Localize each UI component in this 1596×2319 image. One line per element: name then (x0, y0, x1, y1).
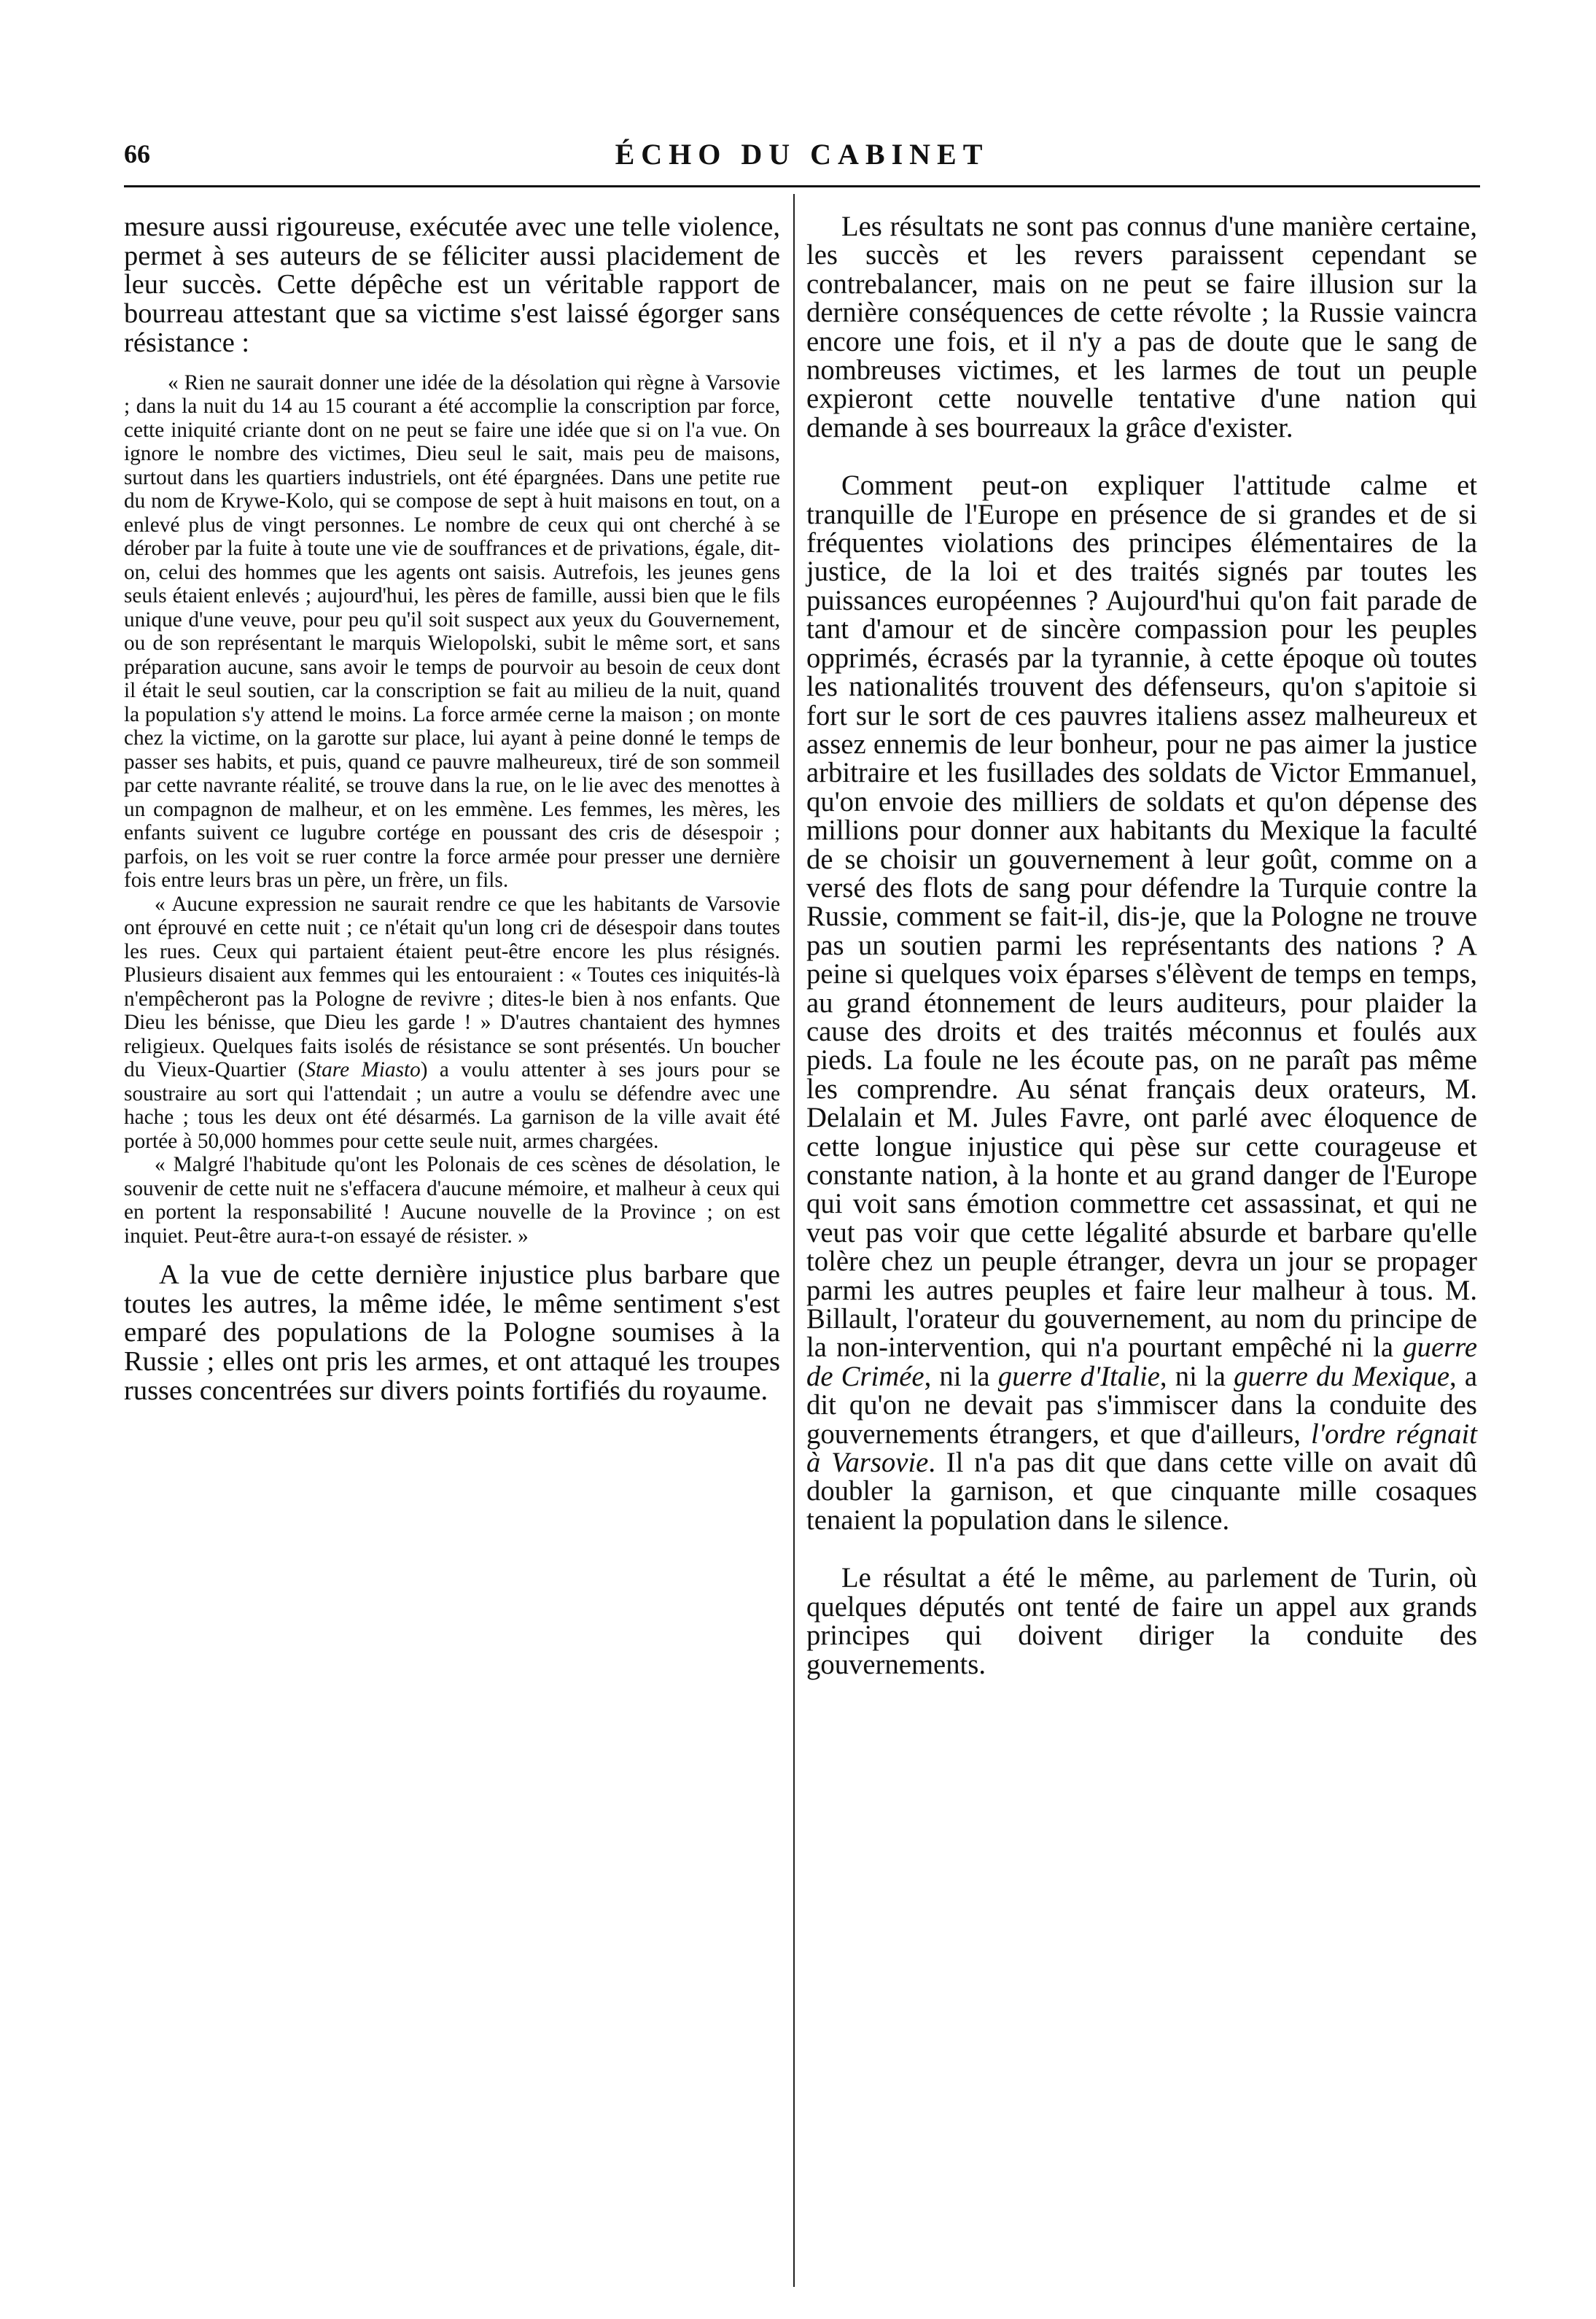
right-column (806, 213, 1477, 1679)
paragraph-intro: mesure aussi rigoureuse, exécutée avec une telle violence, permet à ses auteurs de se féliciter aussi placidement de leur succès. Cette dépêche est un véritable rapport de bourreau attestant que sa victime s'est laissé égorger sans résistance : (124, 211, 780, 358)
quoted-dispatch-paragraph-2 (124, 893, 780, 1154)
italic-text: guerre d'Italie (997, 1361, 1160, 1392)
spacer (806, 1535, 1477, 1564)
quote-italic-text: Stare Miasto (305, 1058, 421, 1082)
running-title: ÉCHO DU CABINET (615, 137, 989, 171)
italic-text: guerre du Mexique (1234, 1361, 1449, 1392)
quoted-dispatch-paragraph-1: « Rien ne saurait donner une idée de la désolation qui règne à Varsovie ; dans la nuit du 14 au 15 courant a été accomplie la conscription par force, cette iniquité criante dont on ne peut se faire une idée que si on l'a vue. On ignore le nombre des victimes, Dieu seul le sait, mais peu de maisons, surtout dans les quartiers industriels, ont été épargnées. Dans une petite rue du nom de Krywe-Kolo, qui se compose de sept à huit maisons en tout, on a enlevé plus de vingt personnes. Le nombre de ceux qui ont cherché à se dérober par la fuite à toute une vie de souffrances et de privations, égale, dit-on, celui des hommes que les agents ont saisis. Autrefois, les jeunes gens seuls étaient enlevés ; aujourd'hui, les pères de famille, aussi bien que le fils unique d'une veuve, pour peu qu'il soit suspect aux yeux du Gouvernement, ou de son représentant le marquis Wielopolski, subit le même sort, et sans préparation aucune, sans avoir le temps de pourvoir au besoin de ceux dont il était le seul soutien, car la conscription se fait au milieu de la nuit, quand la population s'y attend le moins. La force armée cerne la maison ; on monte chez la victime, on la garotte sur place, lui ayant à peine donné le temps de passer ses habits, et puis, quand ce pauvre malheureux, tiré de son sommeil par cette navrante réalité, se trouve dans la rue, on le lie avec des menottes à un compagnon de malheur, et on les emmène. Les femmes, les mères, les enfants suivent ce lugubre cortége en poussant des cris de désespoir ; parfois, on les voit se ruer contre la force armée pour presser une dernière fois entre leurs bras un père, un frère, un fils. (124, 370, 780, 893)
paragraph-text: Comment peut-on expliquer l'attitude calme et tranquille de l'Europe en présence de si grandes et de si fréquentes violations des principes élémentaires de la justice, de la loi et des traités signés par toutes les puissances européennes ? Aujourd'hui qu'on fait parade de tant d'amour et de sincère compassion pour les peuples opprimés, écrasés par la tyrannie, à cette époque où toutes les nationalités trouvent des défenseurs, qu'on s'apitoie si fort sur le sort de ces pauvres italiens assez malheureux et assez ennemis de leur bonheur, pour ne pas aimer la justice arbitraire et les fusillades des soldats de Victor Emmanuel, qu'on envoie des milliers de soldats et qu'on dépense des millions pour donner aux habitants du Mexique la faculté de se choisir un gouvernement à leur goût, comme on a versé des flots de sang pour défendre la Turquie contre la Russie, comment se fait-il, dis-je, que la Pologne ne trouve pas un soutien parmi les représentants des nations ? A peine si quelques voix éparses s'élèvent de temps en temps, au grand étonnement de leurs auditeurs, pour plaider la cause des droits et des traités méconnus et foulés aux pieds. La foule ne les écoute pas, on ne paraît pas même les comprendre. Au sénat français deux orateurs, M. Delalain et M. Jules Favre, ont parlé avec éloquence de cette longue injustice qui pèse sur cette courageuse et constante nation, à la honte et au grand danger de l'Europe qui voit sans émotion commettre cet assassinat, et qui ne veut pas voir que cette légalité absurde et barbare qu'elle tolère chez un peuple étranger, devra un jour se propager parmi les autres peuples et faire leur malheur à tous. M. Billault, l'orateur du gouvernement, au nom du principe de la non-intervention, qui n'a pourtant empêché ni la (806, 470, 1477, 1364)
quote-text: « Aucune expression ne saurait rendre ce que les habitants de Varsovie ont éprouvé en cette nuit ; ce n'était qu'un long cri de désespoir dans toutes les rues. Ceux qui partaient étaient peut-être encore les plus résignés. Plusieurs disaient aux femmes qui les entouraient : « Toutes ces iniquités-là n'empêcheront pas la Pologne de revivre ; dites-le bien à nos enfants. Que Dieu les bénisse, que Dieu les garde ! » D'autres chantaient des hymnes religieux. Quelques faits isolés de résistance se sont présentés. Un boucher du Vieux-Quartier ( (124, 892, 780, 1082)
paragraph-europe-attitude (806, 472, 1477, 1535)
page-header (124, 128, 1480, 179)
paragraph-text: , ni la (1159, 1361, 1234, 1392)
header-rule (124, 185, 1480, 187)
page-number: 66 (124, 139, 150, 168)
paragraph-turin: Le résultat a été le même, au parlement de Turin, où quelques députés ont tenté de faire un appel aux grands principes qui doivent diriger la conduite des gouvernements. (806, 1563, 1477, 1680)
italic-text: l'ordre régnait à Varsovie (806, 1418, 1477, 1479)
italic-text: guerre de Crimée (806, 1332, 1477, 1392)
paragraph-text: , ni la (924, 1361, 998, 1392)
paragraph-text: , a dit qu'on ne devait pas s'immiscer dans la conduite des gouvernements étrangers, et que d'ailleurs, (806, 1361, 1478, 1450)
paragraph-uprising: A la vue de cette dernière injustice plus barbare que toutes les autres, la même idée, le même sentiment s'est emparé des populations de la Pologne soumises à la Russie ; elles ont pris les armes, et ont attaqué les troupes russes concentrées sur divers points fortifiés du royaume. (124, 1259, 780, 1406)
quote-text: ) a voulu attenter à ses jours pour se soustraire au sort qui l'attendait ; un autre a voulu se défendre avec une hache ; tous les deux ont été désarmés. La garnison de la ville avait été portée à 50,000 hommes pour cette seule nuit, armes chargées. (124, 1058, 780, 1153)
paragraph-text: . Il n'a pas dit que dans cette ville on avait dû doubler la garnison, et que cinquante mille cosaques tenaient la population dans le silence. (806, 1448, 1477, 1536)
column-divider (793, 194, 795, 2287)
quoted-dispatch-paragraph-3: « Malgré l'habitude qu'ont les Polonais de ces scènes de désolation, le souvenir de cette nuit ne s'effacera d'aucune mémoire, et malheur à ceux qui en portent la responsabilité ! Aucune nouvelle de la Province ; on est inquiet. Peut-être aura-t-on essayé de résister. » (124, 1153, 780, 1248)
spacer (806, 443, 1477, 472)
left-column (124, 213, 780, 1406)
paragraph-results: Les résultats ne sont pas connus d'une manière certaine, les succès et les revers paraissent cependant se contrebalancer, mais on ne peut se faire illusion sur la dernière conséquences de cette révolte ; la Russie vaincra encore une fois, et il n'y a pas de doute que le sang de nombreuses victimes, et les larmes de tout un peuple expieront cette nouvelle tentative d'une nation qui demande à ses bourreaux la grâce d'exister. (806, 211, 1477, 443)
spacer (124, 358, 780, 371)
